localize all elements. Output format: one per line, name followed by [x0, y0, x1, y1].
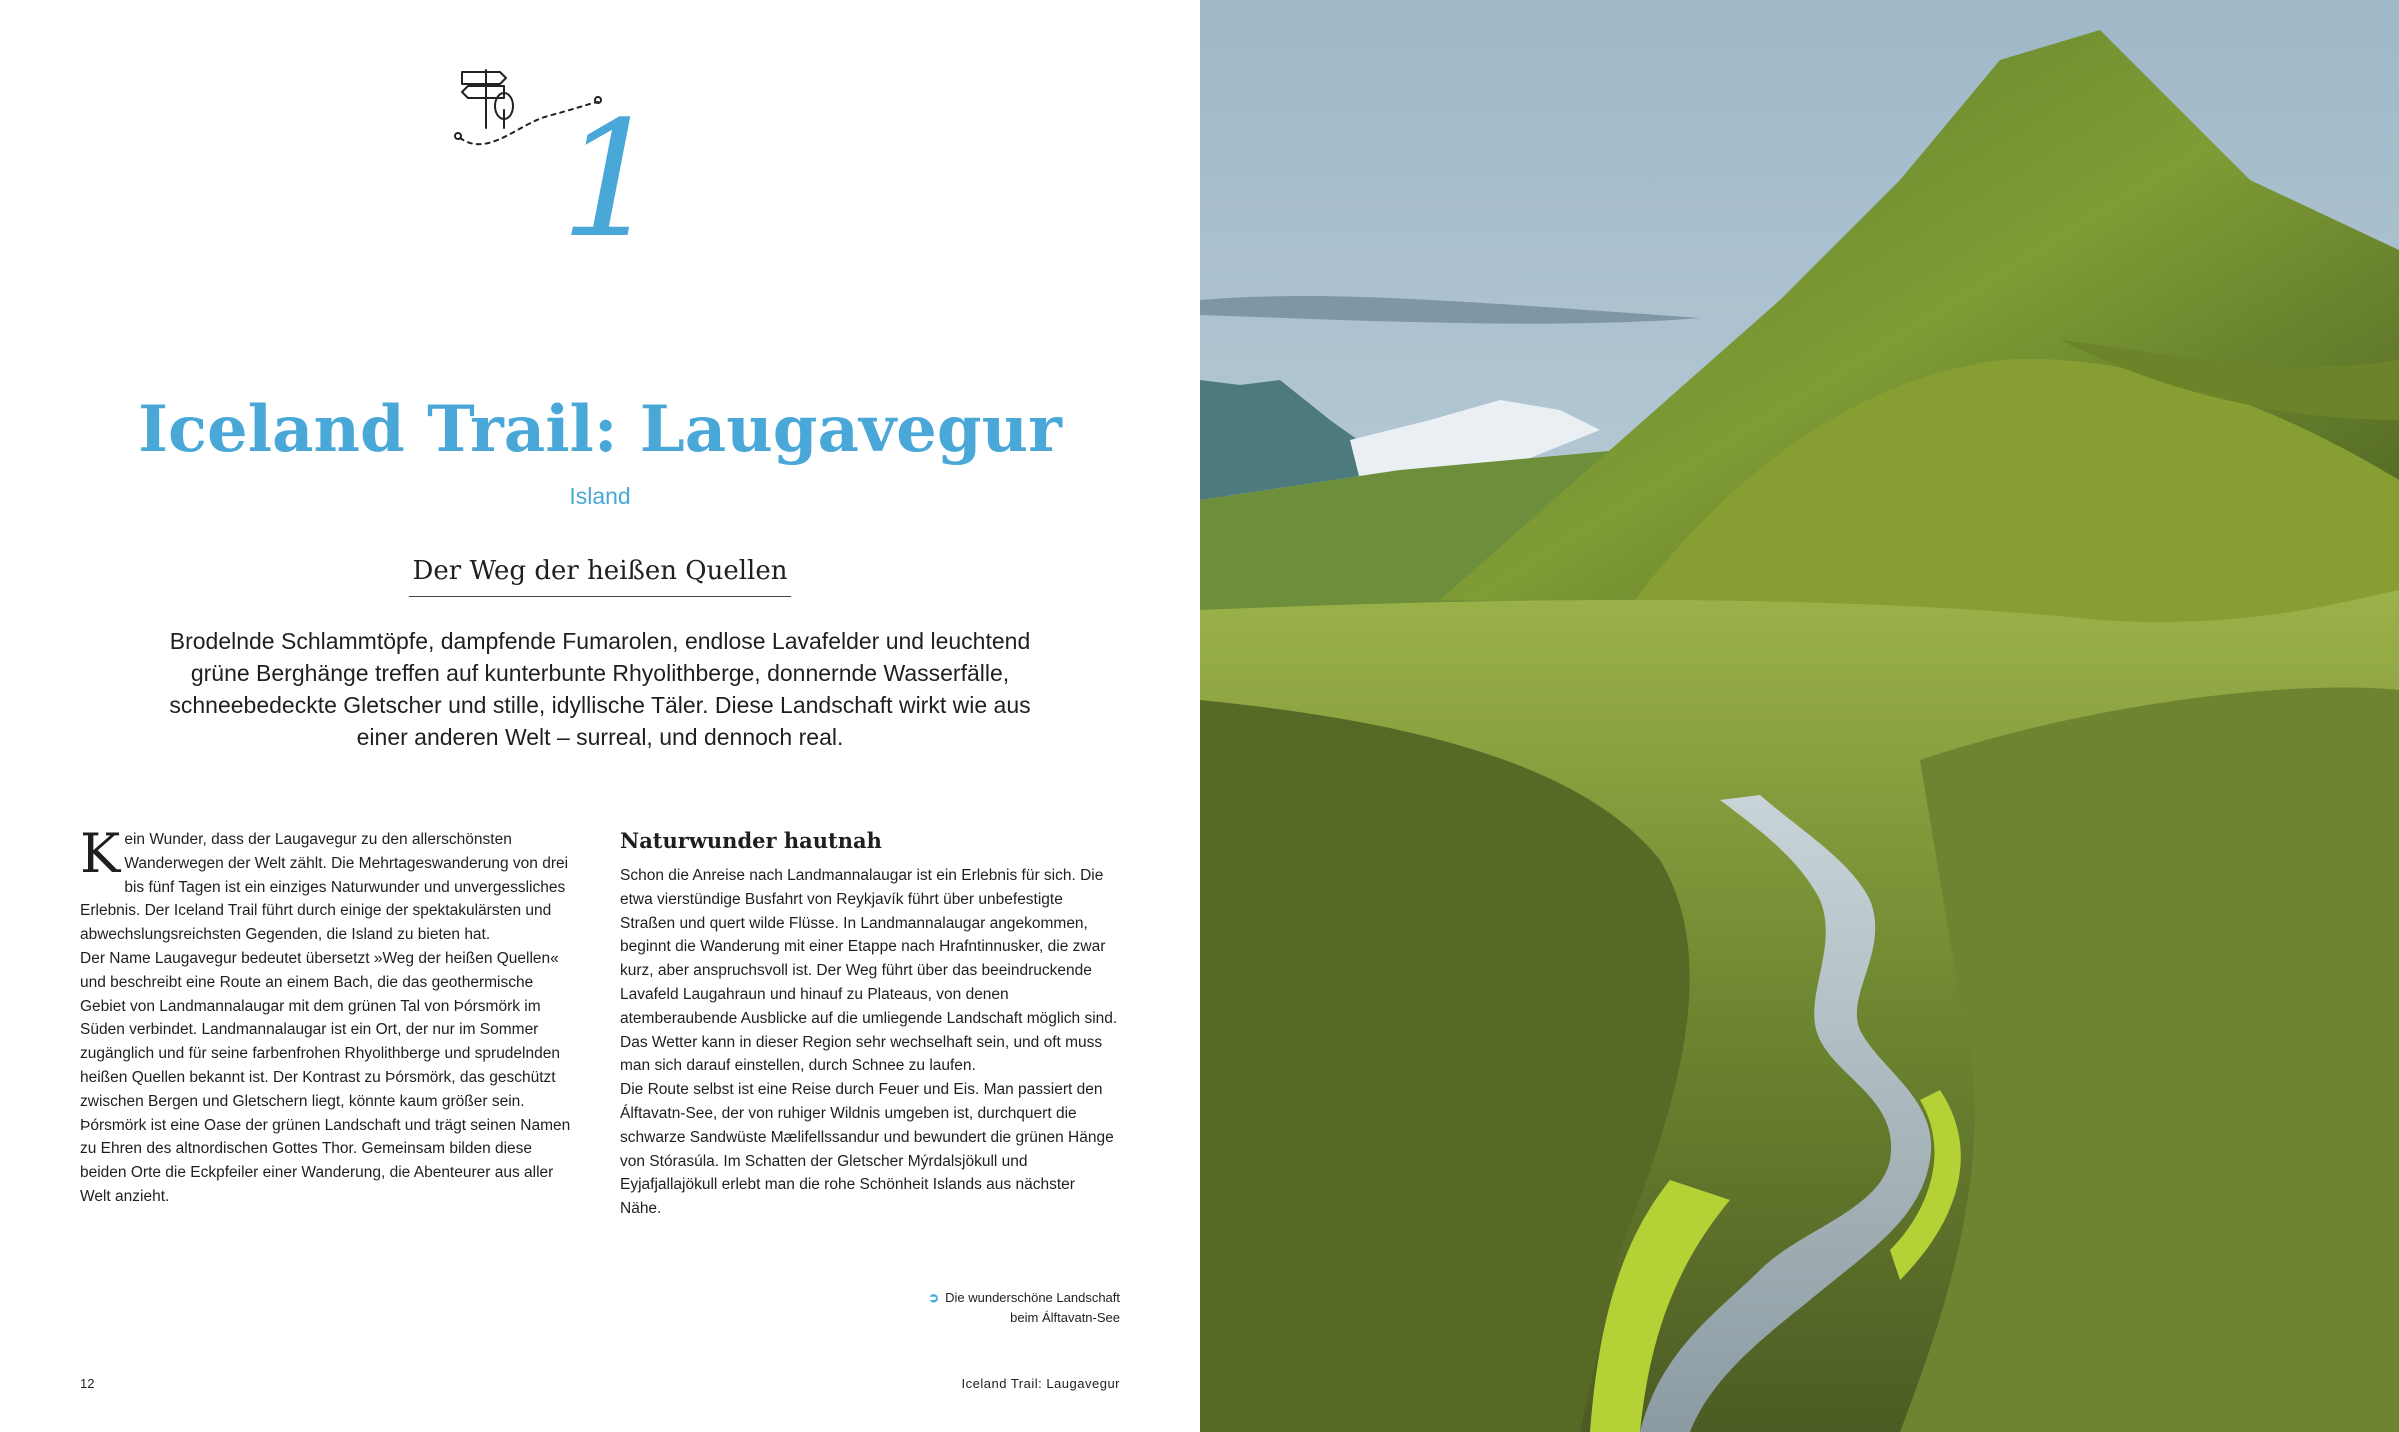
- body-text: ein Wunder, dass der Laugavegur zu den allerschönsten Wanderwegen der Welt zählt. Die Mehrtageswanderung von drei bis fünf Tagen ist ein einziges Naturwunder und unvergessliches Erlebnis. Der Iceland Trail führt durch einige der spektakulärsten und abwechslungsreichsten Gegenden, die Island zu bieten hat.: [80, 831, 569, 944]
- body-column-left: [80, 822, 580, 1209]
- photo-caption: [800, 1288, 1120, 1328]
- body-paragraph: Der Name Laugavegur bedeutet übersetzt »Weg der heißen Quellen« und beschreibt eine Route an einem Bach, die das geothermische Gebiet von Landmannalaugar mit dem grünen Tal von Þórsmörk im Süden verbindet. Landmannalaugar ist ein Ort, der nur im Sommer zugänglich und für seine farbenfrohen Rhyolithberge und sprudelnden heißen Quellen bekannt ist. Der Kontrast zu Þórsmörk, das geschützt zwischen Bergen und Gletschern liegt, könnte kaum größer sein. Þórsmörk ist eine Oase der grünen Landschaft und trägt seinen Namen zu Ehren des altnordischen Gottes Thor. Gemeinsam bilden diese beiden Orte die Eckpfeiler einer Wanderung, die Abenteurer aus aller Welt anzieht.: [80, 949, 571, 1205]
- arrow-right-icon: ➲: [928, 1290, 940, 1305]
- subtitle: Der Weg der heißen Quellen: [409, 556, 792, 597]
- body-paragraph: Die Route selbst ist eine Reise durch Feuer und Eis. Man passiert den Álftavatn-See, der von ruhiger Wildnis umgeben ist, durchquert die schwarze Sandwüste Mælifellssandur und bewundert die grünen Hänge von Stórasúla. Im Schatten der Gletscher Mýrdalsjökull und Eyjafjallajökull erlebt man die rohe Schönheit Islands aus nächster Nähe.: [620, 1081, 1114, 1218]
- section-heading: Naturwunder hautnah: [620, 828, 882, 853]
- country-label: Island: [569, 483, 631, 509]
- lead-paragraph: Brodelnde Schlammtöpfe, dampfende Fumarolen, endlose Lavafelder und leuchtend grüne Berghänge treffen auf kunterbunte Rhyolithberge, donnernde Wasserfälle, schneebedeckte Gletscher und stille, idyllische Täler. Diese Landschaft wirkt wie aus einer anderen Welt – surreal, und dennoch real.: [169, 628, 1031, 750]
- chapter-number: 1: [560, 86, 662, 273]
- body-paragraph: Schon die Anreise nach Landmannalaugar ist ein Erlebnis für sich. Die etwa vierstündige Busfahrt von Reykjavík führt über unbefestigte Straßen und quert wilde Flüsse. In Landmannalaugar angekommen, beginnt die Wanderung mit einer Etappe nach Hrafntinnusker, die zwar kurz, aber anspruchsvoll ist. Der Weg führt über das beeindruckende Lavafeld Laugahraun und hinauf zu Plateaus, von denen atemberaubende Ausblicke auf die umliegende Landschaft möglich sind. Das Wetter kann in dieser Region sehr wechselhaft sein, und oft muss man sich darauf einstellen, durch Schnee zu laufen.: [620, 867, 1118, 1075]
- running-head: Iceland Trail: Laugavegur: [961, 1376, 1120, 1391]
- right-page: [1200, 0, 2399, 1432]
- page-title: Iceland Trail: Laugavegur: [138, 392, 1062, 467]
- caption-line1: Die wunderschöne Landschaft: [945, 1290, 1120, 1305]
- caption-line2: beim Álftavatn-See: [1010, 1310, 1120, 1325]
- subtitle-container: [100, 556, 1100, 597]
- body-column-right: [620, 828, 1120, 1221]
- dropcap: K: [80, 822, 121, 885]
- landscape-photo: [1200, 0, 2399, 1432]
- page-number: 12: [80, 1376, 95, 1391]
- body-paragraph: [80, 822, 580, 947]
